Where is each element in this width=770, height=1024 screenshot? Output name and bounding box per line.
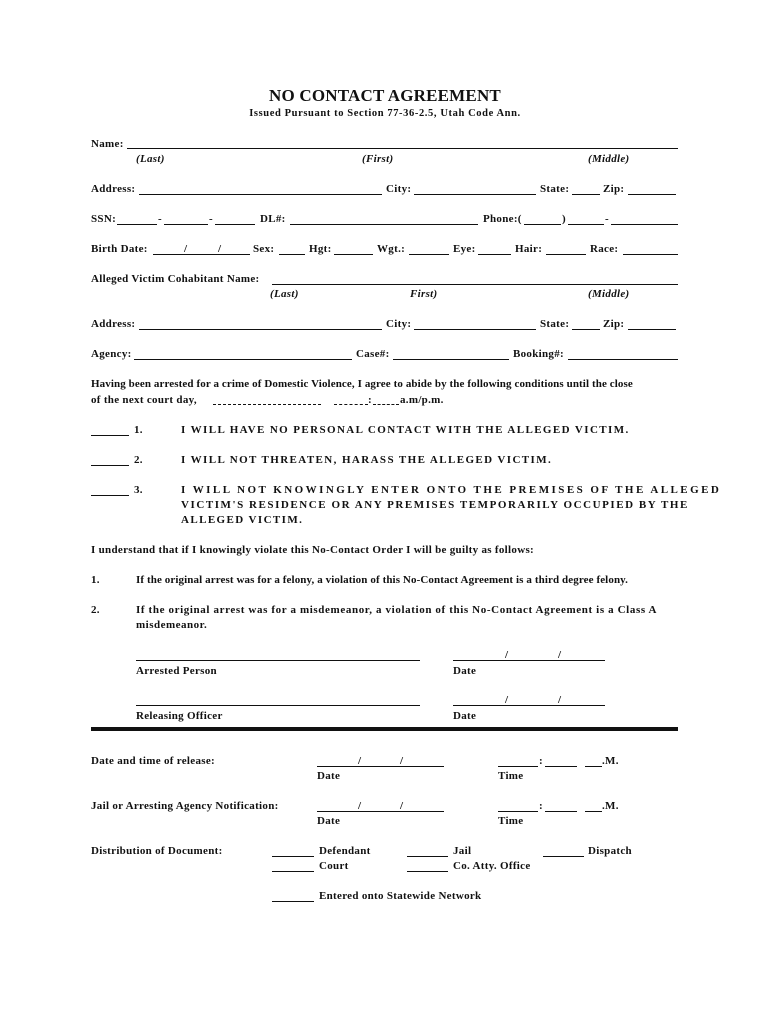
- officer-date-slash-1: /: [505, 694, 509, 706]
- victim-city-label: City:: [386, 318, 412, 330]
- state-label: State:: [540, 183, 570, 195]
- name-field[interactable]: [127, 148, 678, 149]
- agency-label: Agency:: [91, 348, 132, 360]
- birth-date-field[interactable]: [153, 254, 250, 255]
- release-time-caption: Time: [498, 770, 524, 782]
- case-label: Case#:: [356, 348, 390, 360]
- release-colon: :: [539, 755, 543, 767]
- ssn-dash-2: -: [209, 213, 213, 225]
- zip-label: Zip:: [603, 183, 625, 195]
- eye-label: Eye:: [453, 243, 476, 255]
- distribution-label: Distribution of Document:: [91, 845, 223, 857]
- court-check-field[interactable]: [272, 871, 314, 872]
- victim-name-label: Alleged Victim Cohabitant Name:: [91, 273, 260, 285]
- condition-1-text: I WILL HAVE NO PERSONAL CONTACT WITH THE ALLEGED VICTIM.: [181, 424, 630, 436]
- arrested-date-label: Date: [453, 665, 477, 677]
- hour-field[interactable]: [334, 404, 368, 405]
- minute-field[interactable]: [373, 404, 399, 405]
- release-date-slash-2: /: [400, 755, 404, 767]
- phone-area-field[interactable]: [524, 224, 561, 225]
- phone-dash: -: [605, 213, 609, 225]
- case-field[interactable]: [393, 359, 509, 360]
- court-label: Court: [319, 860, 349, 872]
- birth-slash-2: /: [218, 243, 222, 255]
- officer-date-field[interactable]: [453, 705, 605, 706]
- intro-line-1: Having been arrested for a crime of Domestic Violence, I agree to abide by the following conditions until the close: [91, 378, 633, 390]
- condition-3-line-1: I WILL NOT KNOWINGLY ENTER ONTO THE PREMISES OF THE ALLEGED: [181, 484, 722, 496]
- booking-field[interactable]: [568, 359, 678, 360]
- notification-hour-field[interactable]: [498, 811, 538, 812]
- release-date-field[interactable]: [317, 766, 444, 767]
- penalty-1-number: 1.: [91, 574, 100, 586]
- race-field[interactable]: [623, 254, 678, 255]
- name-last-caption: (Last): [136, 153, 165, 165]
- dispatch-label: Dispatch: [588, 845, 632, 857]
- jail-check-field[interactable]: [407, 856, 448, 857]
- victim-first-caption: First): [410, 288, 438, 300]
- victim-city-field[interactable]: [414, 329, 536, 330]
- understand-statement: I understand that if I knowingly violate this No-Contact Order I will be guilty as follows:: [91, 544, 534, 556]
- hgt-field[interactable]: [334, 254, 373, 255]
- penalty-2-line-2: misdemeanor.: [136, 619, 208, 631]
- time-colon: :: [368, 394, 372, 406]
- notification-colon: :: [539, 800, 543, 812]
- releasing-officer-signature-line[interactable]: [136, 705, 420, 706]
- release-date-caption: Date: [317, 770, 341, 782]
- defendant-check-field[interactable]: [272, 856, 314, 857]
- victim-zip-field[interactable]: [628, 329, 676, 330]
- notification-label: Jail or Arresting Agency Notification:: [91, 800, 279, 812]
- release-date-slash-1: /: [358, 755, 362, 767]
- phone-label: Phone:(: [483, 213, 522, 225]
- notification-date-slash-2: /: [400, 800, 404, 812]
- penalty-2-number: 2.: [91, 604, 100, 616]
- condition-3-initial-field[interactable]: [91, 495, 129, 496]
- form-subtitle: Issued Pursuant to Section 77-36-2.5, Utah Code Ann.: [249, 108, 521, 119]
- name-label: Name:: [91, 138, 124, 150]
- ssn-label: SSN:: [91, 213, 117, 225]
- notification-m-label: .M.: [602, 800, 619, 812]
- address-field[interactable]: [139, 194, 382, 195]
- condition-1-number: 1.: [134, 424, 143, 436]
- intro-line-2: of the next court day,: [91, 394, 197, 406]
- victim-zip-label: Zip:: [603, 318, 625, 330]
- phone-prefix-field[interactable]: [568, 224, 604, 225]
- release-label: Date and time of release:: [91, 755, 215, 767]
- dispatch-check-field[interactable]: [543, 856, 584, 857]
- victim-name-field[interactable]: [272, 284, 678, 285]
- arrested-person-signature-line[interactable]: [136, 660, 420, 661]
- phone-close: ): [562, 213, 566, 225]
- ssn-field-3[interactable]: [215, 224, 255, 225]
- birth-slash-1: /: [184, 243, 188, 255]
- arrested-date-slash-2: /: [558, 649, 562, 661]
- victim-last-caption: (Last): [270, 288, 299, 300]
- atty-label: Co. Atty. Office: [453, 860, 531, 872]
- dl-label: DL#:: [260, 213, 286, 225]
- ampm-label: a.m/p.m.: [400, 394, 444, 406]
- booking-label: Booking#:: [513, 348, 564, 360]
- phone-number-field[interactable]: [611, 224, 678, 225]
- form-title: NO CONTACT AGREEMENT: [269, 86, 501, 105]
- condition-3-line-3: ALLEGED VICTIM.: [181, 514, 304, 526]
- jail-label: Jail: [453, 845, 472, 857]
- notification-date-slash-1: /: [358, 800, 362, 812]
- wgt-field[interactable]: [409, 254, 449, 255]
- notification-ampm-field[interactable]: [585, 811, 602, 812]
- city-label: City:: [386, 183, 412, 195]
- victim-middle-caption: (Middle): [588, 288, 630, 300]
- ssn-field-2[interactable]: [164, 224, 208, 225]
- section-divider: [91, 727, 678, 731]
- notification-date-field[interactable]: [317, 811, 444, 812]
- release-ampm-field[interactable]: [585, 766, 602, 767]
- zip-field[interactable]: [628, 194, 676, 195]
- releasing-officer-label: Releasing Officer: [136, 710, 223, 722]
- hgt-label: Hgt:: [309, 243, 332, 255]
- officer-date-label: Date: [453, 710, 477, 722]
- release-m-label: .M.: [602, 755, 619, 767]
- address-label: Address:: [91, 183, 136, 195]
- victim-state-label: State:: [540, 318, 570, 330]
- birth-date-label: Birth Date:: [91, 243, 148, 255]
- city-field[interactable]: [414, 194, 536, 195]
- sex-label: Sex:: [253, 243, 275, 255]
- name-middle-caption: (Middle): [588, 153, 630, 165]
- release-minute-field[interactable]: [545, 766, 577, 767]
- name-first-caption: (First): [362, 153, 394, 165]
- penalty-2-line-1: If the original arrest was for a misdemeanor, a violation of this No-Contact Agreement is a Class A: [136, 604, 658, 616]
- victim-address-field[interactable]: [139, 329, 382, 330]
- ssn-dash-1: -: [158, 213, 162, 225]
- officer-date-slash-2: /: [558, 694, 562, 706]
- atty-check-field[interactable]: [407, 871, 448, 872]
- arrested-date-slash-1: /: [505, 649, 509, 661]
- condition-2-text: I WILL NOT THREATEN, HARASS THE ALLEGED VICTIM.: [181, 454, 553, 466]
- ssn-field-1[interactable]: [117, 224, 157, 225]
- victim-state-field[interactable]: [572, 329, 600, 330]
- condition-1-initial-field[interactable]: [91, 435, 129, 436]
- arrested-person-label: Arrested Person: [136, 665, 217, 677]
- network-check-field[interactable]: [272, 901, 314, 902]
- victim-address-label: Address:: [91, 318, 136, 330]
- notification-time-caption: Time: [498, 815, 524, 827]
- state-field[interactable]: [572, 194, 600, 195]
- network-label: Entered onto Statewide Network: [319, 890, 482, 902]
- agency-field[interactable]: [134, 359, 352, 360]
- release-hour-field[interactable]: [498, 766, 538, 767]
- eye-field[interactable]: [478, 254, 511, 255]
- sex-field[interactable]: [279, 254, 305, 255]
- condition-2-number: 2.: [134, 454, 143, 466]
- court-day-field[interactable]: [213, 404, 321, 405]
- defendant-label: Defendant: [319, 845, 371, 857]
- dl-field[interactable]: [290, 224, 478, 225]
- hair-label: Hair:: [515, 243, 543, 255]
- condition-2-initial-field[interactable]: [91, 465, 129, 466]
- condition-3-number: 3.: [134, 484, 143, 496]
- condition-3-line-2: VICTIM'S RESIDENCE OR ANY PREMISES TEMPORARILY OCCUPIED BY THE: [181, 499, 689, 511]
- notification-date-caption: Date: [317, 815, 341, 827]
- race-label: Race:: [590, 243, 619, 255]
- arrested-date-field[interactable]: [453, 660, 605, 661]
- wgt-label: Wgt.:: [377, 243, 406, 255]
- notification-minute-field[interactable]: [545, 811, 577, 812]
- hair-field[interactable]: [546, 254, 586, 255]
- penalty-1-text: If the original arrest was for a felony, a violation of this No-Contact Agreement is a third degree felony.: [136, 574, 629, 586]
